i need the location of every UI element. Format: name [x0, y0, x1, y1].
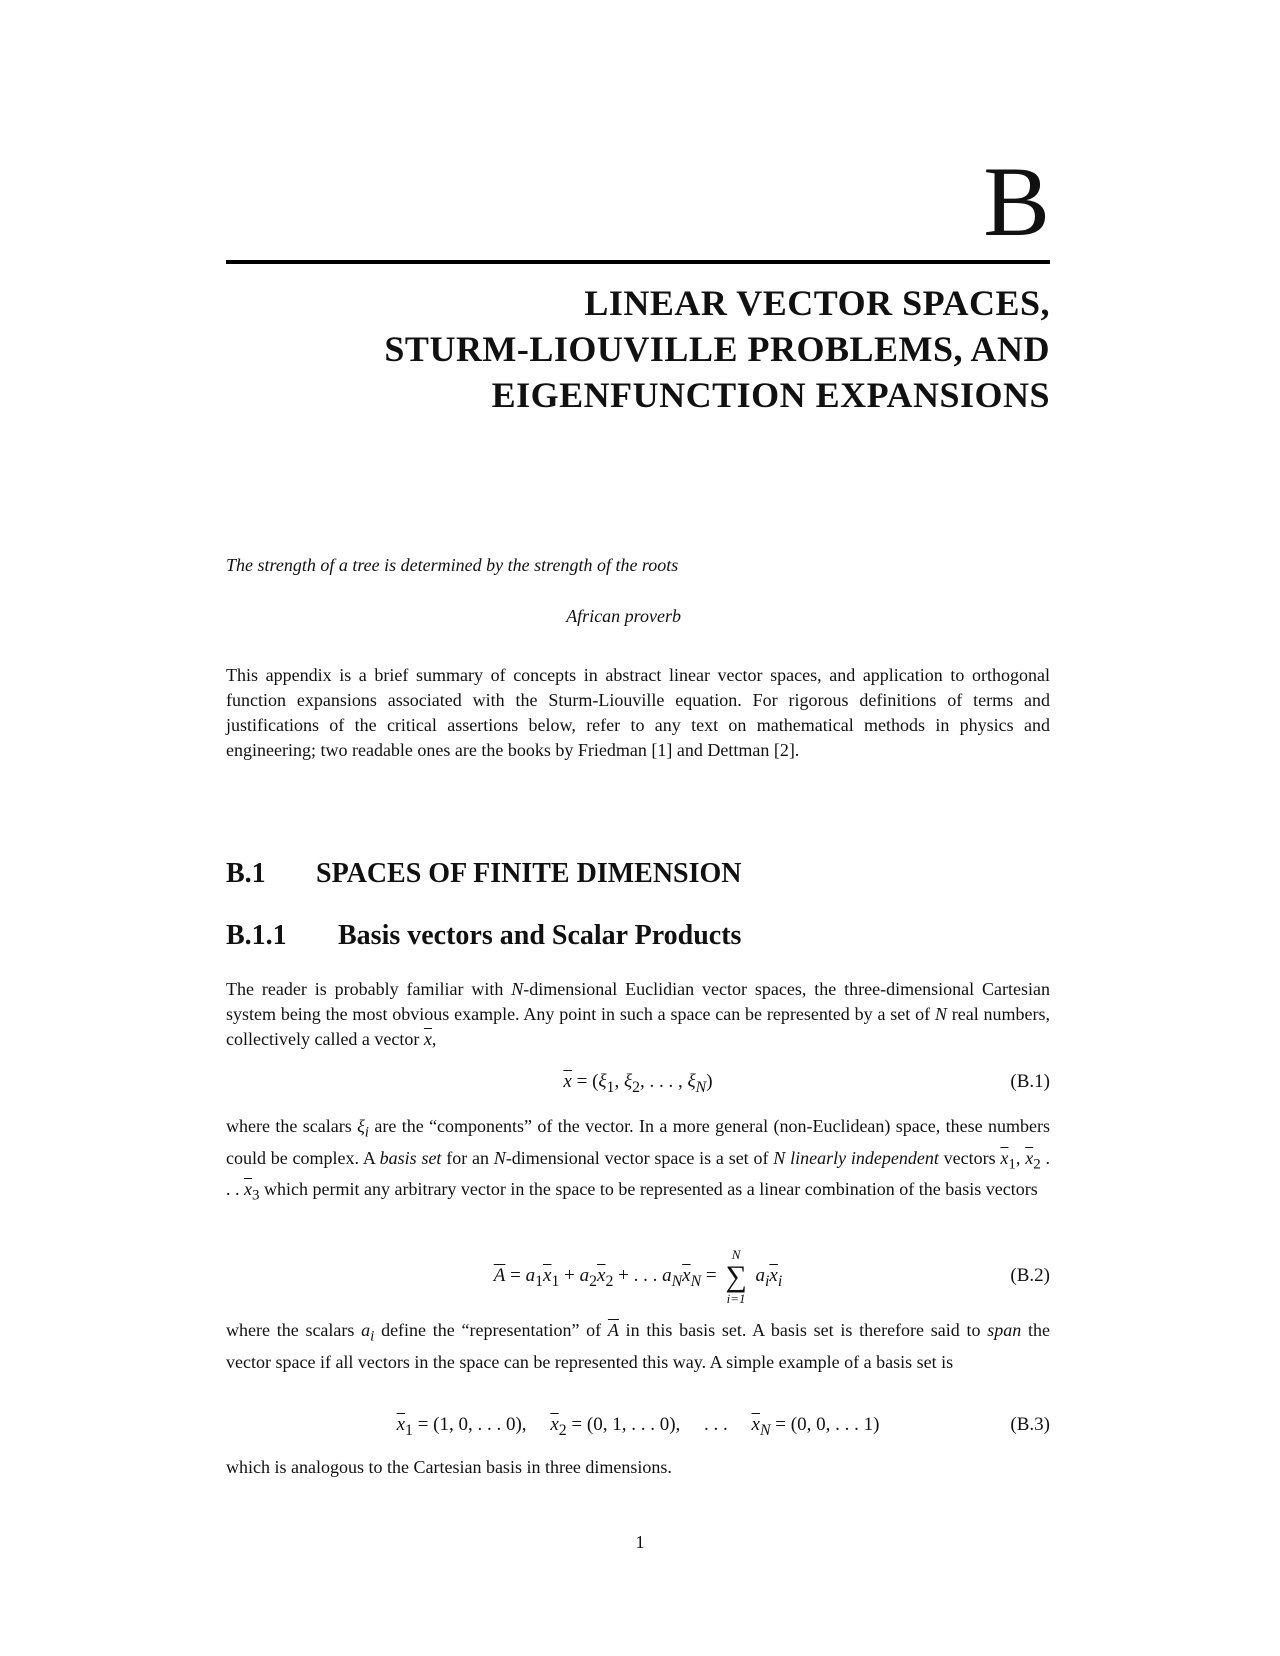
chapter-title [190, 280, 1050, 418]
paragraph-1 [226, 977, 1050, 1052]
page-number: 1 [635, 1532, 645, 1552]
equation-b3-body: $\overline{x}_1 = (1$, 0, . . . 0), $\overline{x}_2 = (0$, 1, . . . 0), . . . $\overline{x}_N = (0$, 0, . . . 1) [396, 1414, 880, 1439]
p2-sub-i: i [364, 1124, 369, 1141]
p3-text-c: in this basis set. A basis set is therefore said to [618, 1320, 988, 1340]
p2-var-n: N [493, 1147, 506, 1168]
p1-var-n: N [511, 979, 524, 999]
p2-text-d: -dimensional vector space is a set of [505, 1147, 774, 1168]
equation-b2-body: $\overline{A} = a_1\overline{x}_1 + a_2\overline{x}_2$ + . . . $a_N\overline{x}_N$ = N ∑ i=1 $a_i\overline{x}_i$ [493, 1246, 783, 1306]
section-number: B.1 [226, 858, 266, 889]
chapter-title-line-1: LINEAR VECTOR SPACES, [584, 283, 1050, 323]
p3-var-a-vector: $\overline{A}$ [607, 1320, 619, 1340]
p3-var-a: a [361, 1320, 371, 1340]
p2-text-a: where the scalars [226, 1116, 358, 1136]
section-heading [226, 857, 742, 891]
equation-b1-number: (B.1) [1010, 1071, 1050, 1092]
p3-sub-i: i [370, 1328, 375, 1345]
p2-basis-set: basis set [379, 1147, 442, 1168]
p1-text-a: The reader is probably familiar with [226, 979, 512, 999]
p2-var-xi: ξ [357, 1116, 365, 1136]
chapter-letter: B [983, 146, 1050, 257]
equation-b2-number: (B.2) [1010, 1265, 1050, 1286]
subsection-number: B.1.1 [226, 920, 287, 951]
p2-linearly-independent: linearly independent [790, 1147, 939, 1168]
epigraph-attribution: African proverb [566, 606, 681, 626]
equation-b3-number: (B.3) [1010, 1414, 1050, 1435]
p3-span: span [987, 1320, 1022, 1340]
p2-vectors: $\overline{x}_1$, $\overline{x}_2$ . . . $\overline{x}_3$ [226, 1147, 1050, 1204]
subsection-heading [226, 919, 741, 953]
p1-text-d: , [431, 1029, 437, 1049]
sum-upper-limit: N [731, 1246, 741, 1262]
p2-text-c: for an [441, 1147, 494, 1168]
paragraph-4: which is analogous to the Cartesian basis in three dimensions. [226, 1457, 672, 1477]
epigraph-quote: The strength of a tree is determined by the strength of the roots [226, 555, 679, 575]
chapter-title-line-2: STURM-LIOUVILLE PROBLEMS, AND [384, 329, 1050, 369]
equation-b3 [226, 1410, 1050, 1440]
equation-b1-body: $\overline{x} = (\xi_1$, $\xi_2$, . . . , $\xi_N$) [563, 1071, 713, 1096]
p1-text-b: -dimensional Euclidian vector spaces, the three-dimensional Cartesian system being the most obvious example. Any point in such a space can be represented by a set of [226, 979, 1050, 1024]
sum-lower-limit: i=1 [726, 1290, 746, 1306]
p2-text-e: vectors [938, 1147, 1001, 1168]
chapter-rule [226, 260, 1050, 264]
p3-text-d: the vector space if all vectors in the space can be represented this way. A simple example of a basis set is [226, 1320, 1051, 1372]
p1-text-c: real numbers, collectively called a vector [226, 1004, 1051, 1049]
p2-text-b: are the “components” of the vector. In a more general (non-Euclidean) space, these numbers could be complex. A [226, 1116, 1050, 1168]
paragraph-2 [226, 1114, 1050, 1209]
equation-b1 [226, 1067, 1050, 1097]
p3-text-a: where the scalars [226, 1320, 362, 1340]
p2-var-n-2: N [773, 1147, 786, 1168]
equation-b2 [226, 1246, 1050, 1306]
p3-text-b: define the “representation” of [374, 1320, 608, 1340]
section-title: SPACES OF FINITE DIMENSION [316, 858, 742, 889]
p2-text-f: which permit any arbitrary vector in the space to be represented as a linear combination of the basis vectors [259, 1179, 1038, 1200]
p1-var-x: $\overline{x}$ [423, 1029, 432, 1049]
summation-sign: N ∑ i=1 [725, 1246, 747, 1306]
intro-paragraph: This appendix is a brief summary of concepts in abstract linear vector spaces, and application to orthogonal function expansions associated with the Sturm-Liouville equation. For rigorous definitions of terms and justifications of the critical assertions below, refer to any text on mathematical methods in physics and engineering; two readable ones are the books by Friedman [1] and Dettman [2]. [226, 665, 1050, 760]
paragraph-3 [226, 1318, 1050, 1375]
subsection-title: Basis vectors and Scalar Products [338, 920, 742, 951]
p1-var-n-2: N [934, 1004, 947, 1024]
chapter-title-line-3: EIGENFUNCTION EXPANSIONS [491, 375, 1050, 415]
